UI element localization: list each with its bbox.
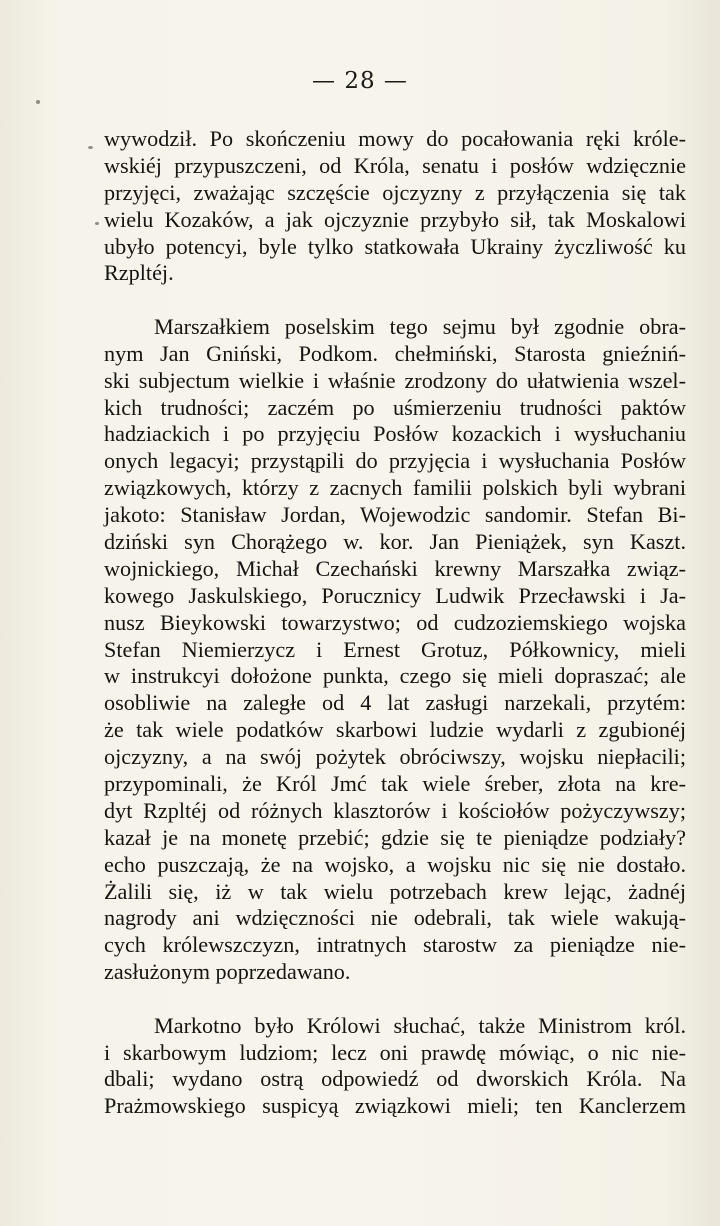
text-line: dziński syn Chorążego w. kor. Jan Pieniążek, syn Kaszt. (104, 528, 686, 554)
paragraph-gap (104, 287, 686, 314)
text-line: Rzpltéj. (104, 260, 174, 286)
text-line: cych królewszczyzn, intratnych starostw za pieniądze nie- (104, 932, 686, 958)
text-line: dyt Rzpltéj od różnych klasztorów i kościołów pożyczywszy; (104, 797, 686, 823)
text-line: ojczyzny, a na swój pożytek obróciwszy, wojsku niepłacili; (104, 744, 686, 770)
text-line: przypominali, że Król Jmć tak wiele śreber, złota na kre- (104, 770, 686, 796)
text-line: w instrukcyi dołożone punkta, czego się mieli dopraszać; ale (104, 663, 686, 689)
text-line: Marszałkiem poselskim tego sejmu był zgodnie obra- (154, 313, 686, 339)
text-line: Stefan Niemierzycz i Ernest Grotuz, Półkownicy, mieli (104, 636, 686, 662)
text-line: kazał je na monetę przebić; gdzie się te pieniądze podziały? (104, 824, 686, 850)
page-number: — 28 — (312, 68, 408, 94)
text-line: kich trudności; zaczém po uśmierzeniu trudności paktów (104, 394, 686, 420)
text-line: ubyło potencyi, byle tylko statkowała Ukrainy życzliwość ku (104, 233, 686, 259)
text-line: zasłużonym poprzedawano. (104, 959, 351, 985)
text-line: dbali; wydano ostrą odpowiedź od dworskich Króla. Na (104, 1066, 686, 1092)
text-line: hadziackich i po przyjęciu Posłów kozackich i wysłuchaniu (104, 421, 686, 447)
text-line: ski subjectum wielkie i właśnie zrodzony do ułatwienia wszel- (104, 367, 686, 393)
text-line: nusz Bieykowski towarzystwo; od cudzoziemskiego wojska (104, 609, 686, 635)
text-line: wojnickiego, Michał Czechański krewny Marszałka związ- (104, 555, 686, 581)
text-line: osobliwie na zaległe od 4 lat zasługi narzekali, przytém: (104, 690, 686, 716)
text-line: onych legacyi; przystąpili do przyjęcia i wysłuchania Posłów (104, 448, 686, 474)
text-line: wielu Kozaków, a jak ojczyznie przybyło sił, tak Moskalowi (104, 206, 686, 232)
text-line: Markotno było Królowi słuchać, także Ministrom król. (154, 1012, 686, 1038)
text-line: że tak wiele podatków skarbowi ludzie wydarli z zgubionéj (104, 717, 686, 743)
text-line: Prażmowskiego suspicyą związkowi mieli; ten Kanclerzem (104, 1093, 686, 1119)
text-line: nym Jan Gniński, Podkom. chełmiński, Starosta gnieźniń- (104, 340, 686, 366)
text-line: nagrody ani wdzięczności nie odebrali, tak wiele wakują- (104, 905, 686, 931)
print-speck (88, 146, 93, 149)
text-line: wywodził. Po skończeniu mowy do pocałowania ręki króle- (104, 126, 686, 151)
text-line: i skarbowym ludziom; lecz oni prawdę mówiąc, o nic nie- (104, 1039, 686, 1065)
text-line: Żalili się, iż w tak wielu potrzebach krew lejąc, żadnéj (104, 878, 686, 904)
paragraph-gap (104, 986, 686, 1013)
text-line: echo puszczają, że na wojsko, a wojsku nic się nie dostało. (104, 851, 686, 877)
text-line: związkowych, którzy z zacnych familii polskich byli wybrani (104, 475, 686, 501)
print-speck (95, 222, 99, 225)
text-line: kowego Jaskulskiego, Porucznicy Ludwik Przecławski i Ja- (104, 582, 686, 608)
print-speck (36, 100, 40, 104)
text-line: przyjęci, zważając szczęście ojczyzny z przyłączenia się tak (104, 179, 686, 205)
body-text (104, 126, 686, 1120)
text-line: wskiéj przypuszczeni, od Króla, senatu i posłów wdzięcznie (104, 152, 686, 178)
text-line: jakoto: Stanisław Jordan, Wojewodzic sandomir. Stefan Bi- (104, 502, 686, 528)
